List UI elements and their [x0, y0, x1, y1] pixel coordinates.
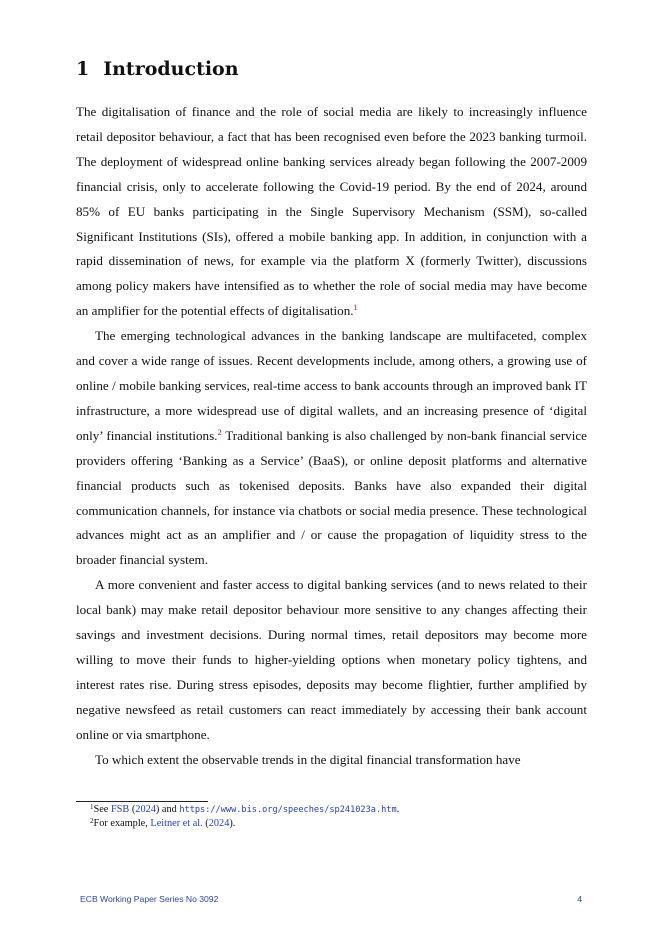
- footnote-1: [76, 803, 596, 817]
- footnote-text: .: [232, 818, 236, 830]
- citation-paren: ): [155, 804, 160, 815]
- page-number: 4: [577, 894, 582, 904]
- footnotes: [76, 803, 596, 831]
- body-text: [76, 100, 587, 772]
- footnote-mark: 2: [90, 817, 94, 826]
- paragraph-text: The digitalisation of finance and the role of social media are likely to increasingly influence retail depositor behaviour, a fact that has been recognised even before the 2023 banking turmoil. The deployment of widespread online banking services already began following the 2007-2009 financial crisis, only to accelerate following the Covid-19 period. By the end of 2024, around 85% of EU banks participating in the Single Supervisory Mechanism (SSM), so-called Significant Institutions (SIs), offered a mobile banking app. In addition, in conjunction with a rapid dissemination of news, for example via the platform X (formerly Twitter), discussions among policy makers have intensified as to whether the role of social media may have become an amplifier for the potential effects of digitalisation.: [76, 104, 587, 319]
- citation-year-link[interactable]: 2024: [135, 804, 156, 815]
- footnote-2: [76, 817, 596, 830]
- footnote-mark: 1: [90, 803, 94, 811]
- citation-paren: (: [202, 818, 209, 830]
- citation-name[interactable]: FSB: [110, 804, 130, 815]
- footnote-text: For example,: [93, 818, 151, 830]
- series-label: ECB Working Paper Series No 3092: [80, 894, 219, 904]
- citation-paren: ): [229, 818, 233, 830]
- citation-year-link[interactable]: 2024: [208, 818, 230, 830]
- section-number: 1: [76, 58, 90, 80]
- footnote-text: and: [159, 804, 180, 815]
- paragraph-text: The emerging technological advances in the banking landscape are multifaceted, complex and cover a wide range of issues. Recent developments include, among others, a growing use of online / mobile banking services, real-time access to bank accounts through an improved bank IT infrastructure, a more widespread use of digital wallets, and an increasing presence of ‘digital only’ financial institutions.: [76, 328, 587, 443]
- footnote-ref-1[interactable]: 1: [353, 302, 358, 313]
- footnote-divider: [76, 801, 208, 802]
- section-heading: [76, 58, 239, 80]
- paragraph: [76, 573, 587, 747]
- footnote-text: See: [93, 804, 111, 815]
- paragraph-text: Traditional banking is also challenged by non-bank financial service providers offering ‘Banking as a Service’ (BaaS), or online deposit platforms and alternative financial products such as tokenised deposits. Banks have also expanded their digital communication channels, for instance via chatbots or social media presence. These technological advances might act as an amplifier and / or cause the propagation of liquidity stress to the broader financial system.: [76, 427, 587, 568]
- paragraph: [76, 748, 587, 773]
- paragraph-text: A more convenient and faster access to digital banking services (and to news related to their local bank) may make retail depositor behaviour more sensitive to any changes affecting their savings and investment decisions. During normal times, retail depositors may become more willing to move their funds to higher-yielding options when monetary policy tightens, and interest rates rise. During stress episodes, deposits may become flightier, further amplified by negative newsfeed as retail customers can react immediately by accessing their bank account online or via smartphone.: [76, 577, 587, 742]
- footnote-ref-2[interactable]: 2: [217, 426, 222, 437]
- citation-link-fsb[interactable]: [111, 804, 129, 815]
- paragraph-text: To which extent the observable trends in the digital financial transformation have: [95, 751, 521, 767]
- section-title: Introduction: [103, 58, 239, 80]
- paragraph: [76, 324, 587, 573]
- citation-paren: (: [129, 804, 136, 815]
- footnote-text: .: [396, 804, 400, 815]
- citation-link-leitner[interactable]: Leitner et al.: [150, 818, 203, 830]
- url-link[interactable]: https://www.bis.org/speeches/sp241023a.htm: [179, 805, 397, 815]
- paragraph: [76, 100, 587, 324]
